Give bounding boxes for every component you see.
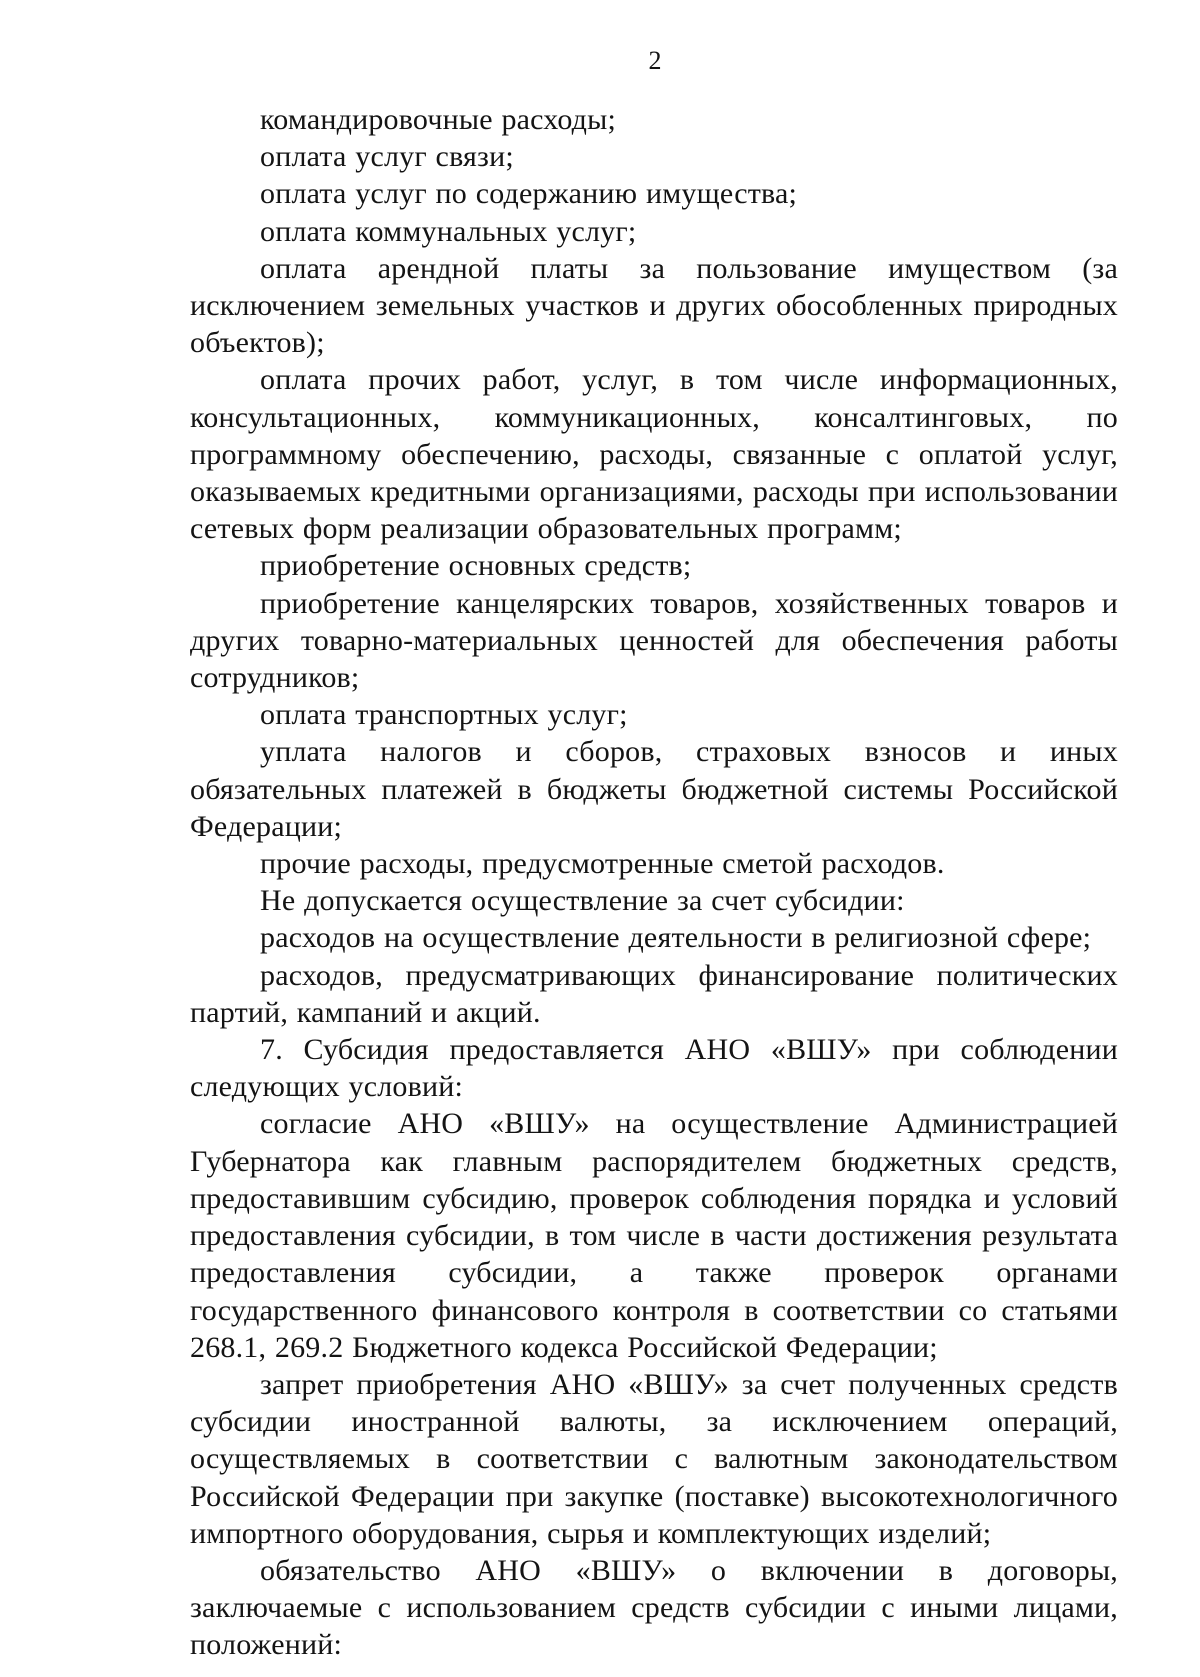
list-item-other-expenses: прочие расходы, предусмотренные сметой расходов.: [260, 847, 945, 881]
clause-7-intro: 7. Субсидия предоставляется АНО «ВШУ» при соблюдении следующих условий:: [190, 1033, 1118, 1104]
list-item-communication-services: оплата услуг связи;: [260, 140, 514, 174]
condition-contract-obligation: обязательство АНО «ВШУ» о включении в договоры, заключаемые с использованием средств субсидии с иными лицами, положений:: [190, 1553, 1118, 1662]
list-item-utilities: оплата коммунальных услуг;: [260, 214, 637, 248]
document-body: [190, 101, 1118, 1664]
list-item-religious: расходов на осуществление деятельности в религиозной сфере;: [260, 921, 1092, 955]
list-item-property-maintenance: оплата услуг по содержанию имущества;: [260, 177, 798, 211]
condition-currency-prohibition: запрет приобретения АНО «ВШУ» за счет полученных средств субсидии иностранной валюты, за исключением операций, осуществляемых в соответствии с валютным законодательством Российской Федерации при закупке (поставке) высокотехнологичного импортного оборудования, сырья и комплектующих изделий;: [190, 1367, 1118, 1550]
list-item-rent: оплата арендной платы за пользование имуществом (за исключением земельных участков и других обособленных природных объектов);: [190, 251, 1118, 360]
list-item-transport-services: оплата транспортных услуг;: [260, 698, 628, 732]
list-item-fixed-assets: приобретение основных средств;: [260, 549, 692, 583]
list-item-travel-expenses: командировочные расходы;: [260, 103, 617, 136]
list-item-taxes: уплата налогов и сборов, страховых взносов и иных обязательных платежей в бюджеты бюджетной системы Российской Федерации;: [190, 735, 1118, 843]
condition-inspection-consent: согласие АНО «ВШУ» на осуществление Администрацией Губернатора как главным распорядителем бюджетных средств, предоставившим субсидию, проверок соблюдения порядка и условий предоставления субсидии, в том числе в части достижения результата предоставления субсидии, а также проверок органами государственного финансового контроля в соответствии со статьями 268.1, 269.2 Бюджетного кодекса Российской Федерации;: [190, 1107, 1118, 1364]
paragraph-prohibition-intro: Не допускается осуществление за счет субсидии:: [260, 884, 905, 918]
page-number: 2: [648, 46, 662, 75]
list-item-office-supplies: приобретение канцелярских товаров, хозяйственных товаров и других товарно-материальных ценностей для обеспечения работы сотрудников;: [190, 586, 1118, 695]
list-item-other-services: оплата прочих работ, услуг, в том числе информационных, консультационных, коммуникационных, консалтинговых, по программному обеспечению, расходы, связанные с оплатой услуг, оказываемых кредитными организациями, расходы при использовании сетевых форм реализации образовательных программ;: [190, 363, 1118, 546]
list-item-political: расходов, предусматривающих финансирование политических партий, кампаний и акций.: [190, 958, 1118, 1029]
